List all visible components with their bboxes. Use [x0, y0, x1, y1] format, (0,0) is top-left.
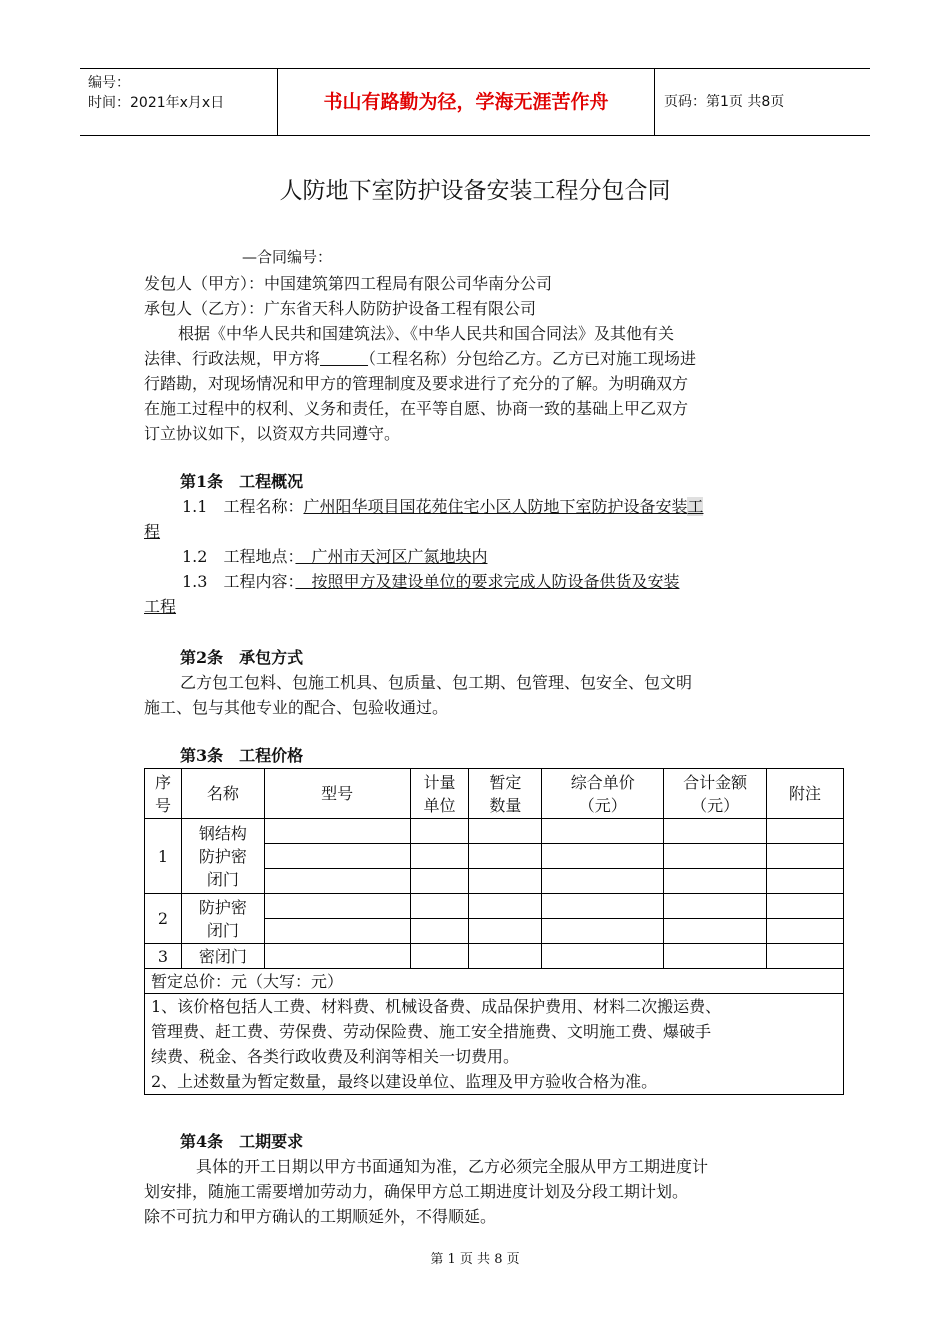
col-header: 综合单价 （元）	[542, 769, 664, 819]
header-page-info: 页码：第1页 共8页	[664, 94, 785, 110]
item-name: 防护密 闭门	[181, 894, 264, 944]
header-meta	[80, 69, 278, 135]
page-header	[80, 68, 870, 136]
price-notes: 1、该价格包括人工费、材料费、机械设备费、成品保护费用、材料二次搬运费、 管理费、赶工费、劳保费、劳动保险费、施工安全措施费、文明施工费、爆破手 续费、税金、各类行政收费及利润等相关一切费用。 2、上述数量为暂定数量，最终以建设单位、监理及甲方验收合格为准。	[145, 994, 844, 1095]
intro-line-3: 行踏勘，对现场情况和甲方的管理制度及要求进行了充分的了解。为明确双方	[144, 374, 689, 393]
row-number: 2	[145, 894, 182, 944]
party-a: 发包人（甲方）：中国建筑第四工程局有限公司华南分公司	[144, 274, 553, 293]
party-b: 承包人（乙方）：广东省天科人防防护设备工程有限公司	[144, 299, 537, 318]
table-row	[145, 894, 844, 919]
article-4-line-3: 除不可抗力和甲方确认的工期顺延外，不得顺延。	[144, 1207, 497, 1226]
col-header: 计量 单位	[410, 769, 469, 819]
project-location: 1.2 工程地点： 广州市天河区广氮地块内	[182, 547, 488, 566]
number-label: 编号：	[88, 75, 130, 91]
intro-line-4: 在施工过程中的权利、义务和责任，在平等自愿、协商一致的基础上甲乙双方	[144, 399, 689, 418]
table-header-row	[145, 769, 844, 819]
intro-line-1: 根据《中华人民共和国建筑法》、《中华人民共和国合同法》及其他有关	[178, 324, 675, 343]
row-number: 3	[145, 944, 182, 969]
time-label: 时间：2021年x月x日	[88, 95, 225, 111]
total-price: 暂定总价：元（大写：元）	[145, 969, 844, 994]
document-title: 人防地下室防护设备安装工程分包合同	[279, 178, 671, 204]
total-row	[145, 969, 844, 994]
article-4-line-2: 划安排，随施工需要增加劳动力，确保甲方总工期进度计划及分段工期计划。	[144, 1182, 689, 1201]
col-header: 附注	[767, 769, 844, 819]
intro-line-2: 法律、行政法规，甲方将 （工程名称）分包给乙方。乙方已对施工现场进	[144, 349, 697, 368]
price-table	[144, 768, 844, 1095]
col-header: 暂定 数量	[469, 769, 542, 819]
col-header: 型号	[264, 769, 410, 819]
article-1-heading: 第1条 工程概况	[180, 472, 304, 491]
article-4-line-1: 具体的开工日期以甲方书面通知为准，乙方必须完全服从甲方工期进度计	[196, 1157, 709, 1176]
article-4-heading: 第4条 工期要求	[180, 1132, 304, 1151]
col-header: 合计金额 （元）	[664, 769, 767, 819]
intro-line-5: 订立协议如下，以资双方共同遵守。	[144, 424, 401, 443]
notes-row	[145, 994, 844, 1095]
article-2-line-1: 乙方包工包料、包施工机具、包质量、包工期、包管理、包安全、包文明	[180, 673, 693, 692]
contract-number: —合同编号：	[242, 248, 333, 266]
item-name: 钢结构 防护密 闭门	[181, 819, 264, 894]
article-2-line-2: 施工、包与其他专业的配合、包验收通过。	[144, 698, 449, 717]
project-name: 1.1 工程名称：广州阳华项目国花苑住宅小区人防地下室防护设备安装工	[182, 497, 704, 516]
col-header: 名称	[181, 769, 264, 819]
article-2-heading: 第2条 承包方式	[180, 648, 304, 667]
project-content: 1.3 工程内容： 按照甲方及建设单位的要求完成人防设备供货及安装	[182, 572, 680, 591]
page-footer: 第 1 页 共 8 页	[430, 1252, 520, 1267]
row-number: 1	[145, 819, 182, 894]
table-row	[145, 944, 844, 969]
project-content-cont: 工程	[144, 597, 177, 616]
col-header: 序 号	[145, 769, 182, 819]
header-motto: 书山有路勤为径，学海无涯苦作舟	[278, 69, 655, 135]
item-name: 密闭门	[181, 944, 264, 969]
article-3-heading: 第3条 工程价格	[180, 746, 304, 765]
project-name-cont: 程	[144, 522, 161, 541]
table-row	[145, 819, 844, 844]
